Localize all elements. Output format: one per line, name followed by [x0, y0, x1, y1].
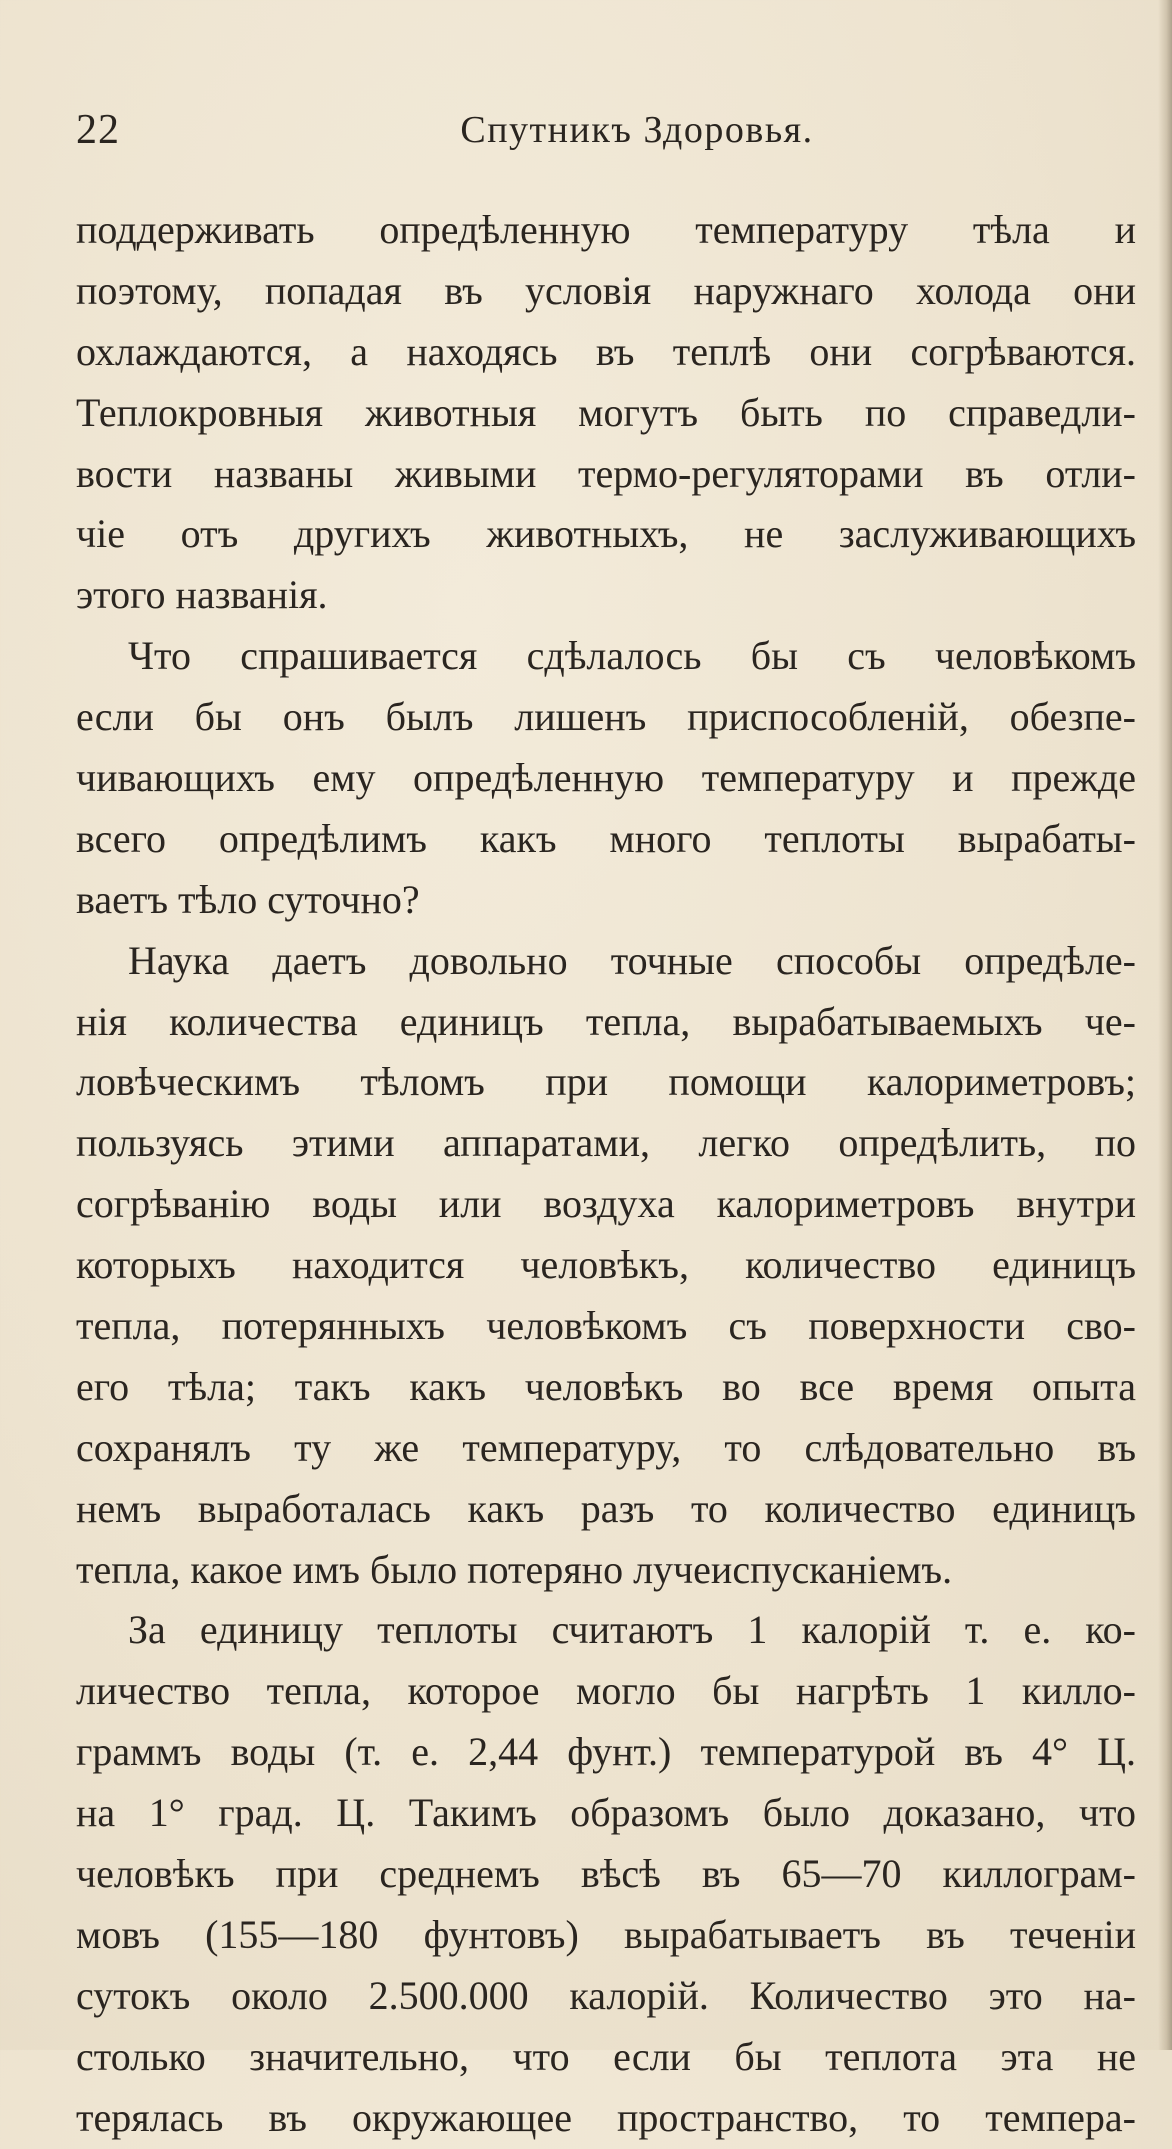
text-line: За единицу теплоты считаютъ 1 калорій т. е. ко-: [128, 1607, 1136, 1653]
running-head: [72, 100, 1142, 160]
running-title: Спутникъ Здоровья.: [460, 109, 814, 151]
text-line: тепла, потерянныхъ человѣкомъ съ поверхности сво-: [76, 1303, 1136, 1349]
text-line: которыхъ находится человѣкъ, количество единицъ: [76, 1242, 1136, 1288]
text-line: ловѣческимъ тѣломъ при помощи калориметровъ;: [76, 1059, 1136, 1105]
text-line: поддерживать опредѣленную температуру тѣла и: [76, 207, 1136, 252]
text-line: Наука даетъ довольно точные способы опредѣле-: [128, 937, 1136, 983]
text-line: на 1° град. Ц. Такимъ образомъ было доказано, что: [76, 1790, 1136, 1836]
text-line: согрѣванію воды или воздуха калориметровъ внутри: [76, 1181, 1136, 1227]
text-line: поэтому, попадая въ условія наружнаго холода они: [76, 267, 1136, 313]
text-line: сохранялъ ту же температуру, то слѣдовательно въ: [76, 1424, 1136, 1470]
page-number: 22: [76, 107, 120, 153]
text-line: пользуясь этими аппаратами, легко опредѣлить, по: [76, 1120, 1136, 1166]
text-line: тепла, какое имъ было потеряно лучеиспусканіемъ.: [76, 1546, 953, 1592]
text-line: человѣкъ при среднемъ вѣсѣ въ 65—70 киллограм-: [76, 1851, 1136, 1897]
text-line: Теплокровныя животныя могутъ быть по справедли-: [76, 389, 1136, 435]
text-line: столько значительно, что если бы теплота эта не: [76, 2033, 1136, 2079]
text-line: личество тепла, которое могло бы нагрѣть 1 килло-: [76, 1668, 1136, 1714]
text-line: всего опредѣлимъ какъ много теплоты вырабаты-: [76, 815, 1136, 861]
text-line: нія количества единицъ тепла, вырабатываемыхъ че-: [76, 998, 1136, 1044]
text-line: его тѣла; такъ какъ человѣкъ во все время опыта: [76, 1363, 1136, 1409]
text-line: Что спрашивается сдѣлалось бы съ человѣкомъ: [128, 633, 1136, 679]
text-line: чивающихъ ему опредѣленную температуру и прежде: [76, 755, 1136, 801]
text-line: вости названы живыми термо-регуляторами въ отли-: [76, 450, 1136, 496]
body-text: [76, 200, 1136, 2149]
text-line: граммъ воды (т. е. 2,44 фунт.) температурой въ 4° Ц.: [76, 1729, 1136, 1775]
text-line: мовъ (155—180 фунтовъ) вырабатываетъ въ теченіи: [76, 1911, 1136, 1957]
text-line: этого названія.: [76, 572, 328, 618]
page-edge-shadow: [1158, 0, 1172, 2050]
text-line: немъ выработалась какъ разъ то количество единицъ: [76, 1485, 1136, 1531]
text-line: терялась въ окружающее пространство, то темпера-: [76, 2094, 1136, 2140]
text-line: сутокъ около 2.500.000 калорій. Количество это на-: [76, 1972, 1136, 2018]
text-line: если бы онъ былъ лишенъ приспособленій, обезпе-: [76, 694, 1136, 740]
text-line: охлаждаются, а находясь въ теплѣ они согрѣваются.: [76, 328, 1136, 374]
text-line: чіе отъ другихъ животныхъ, не заслуживающихъ: [76, 511, 1136, 557]
text-line: ваетъ тѣло суточно?: [76, 876, 420, 922]
